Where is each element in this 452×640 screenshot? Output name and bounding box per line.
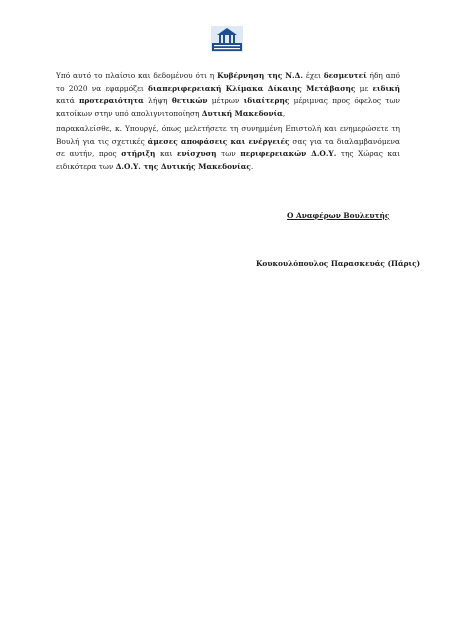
signature-title: Ο Αναφέρων Βουλευτής (287, 211, 390, 220)
paragraph-request: παρακαλείσθε, κ. Υπουργέ, όπως μελετήσετε τη συνημμένη Επιστολή και ενημερώσετε τη Βουλή για τις σχετικές άμεσες αποφάσεις και ενέργειές σας για τα διαλαμβανόμενα σε αυτήν, προς στήριξη και ενίσχυση των περιφερειακών Δ.Ο.Υ. της Χώρας και ειδικότερα των Δ.Ο.Υ. της Δυτικής Μακεδονίας. (56, 124, 400, 171)
signature-name: Κουκουλόπουλος Παρασκευάς (Πάρις) (256, 259, 421, 268)
parliament-emblem-icon (211, 26, 243, 52)
paragraph-context: Υπό αυτό το πλαίσιο και δεδομένου ότι η Κυβέρνηση της Ν.Δ. έχει δεσμευτεί ήδη από το 2020 να εφαρμόζει διαπεριφερειακή Κλίμακα Δίκαιης Μετάβασης με ειδική κατά προτεραιότητα λήψη θετικών μέτρων ιδιαίτερης μέριμνας προς όφελος των κατοίκων στην υπό απολιγνιτοποίηση Δυτική Μακεδονία, (56, 71, 401, 118)
